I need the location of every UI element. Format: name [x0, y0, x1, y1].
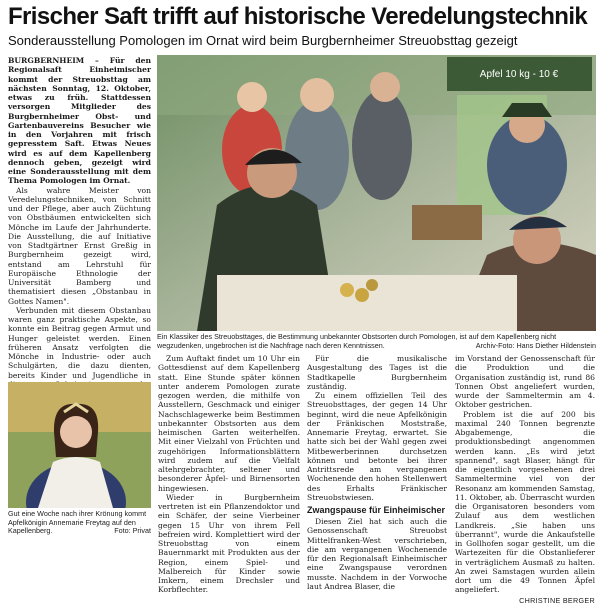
author-byline: CHRISTINE BERGER: [519, 595, 595, 605]
photo-credit: Archiv-Foto: Hans Diether Hildenstein: [475, 340, 596, 350]
section-heading: Zwangspause für Einheimischer: [307, 505, 446, 515]
price-sign-text: Apfel 10 kg - 10 €: [479, 69, 559, 80]
apple-queen-caption: [8, 510, 151, 536]
paragraph: Zum Auftakt findet um 10 Uhr ein Gottesdienst auf dem Kapellenberg statt. Eine Stunde später können unter anderem Pomologen zurate gezogen werden, die mithilfe von Ausstellern, Geschmack und einiger Nachschlagewerke beim Bestimmen unbekannter Obstsorten aus dem heimischen Garten weiterhelfen. Mit einer Vielzahl von Früchten und zugehörigen Informationsblättern wird zudem auf die Vielfalt altehrgebrachter, seltener und besonderer Äpfel- und Birnensorten hingewiesen.: [158, 354, 300, 493]
paragraph: Problem ist die auf 200 bis maximal 240 Tonnen begrenzte Abgabemenge, die produktionsbedingt angenommen werden kann. „Es wird jetzt spannend", sagt Blaser, hängt für die eigentlich vorgesehenen drei Sammeltermine viel von der Resonanz am kommenden Samstag, 11. Oktober, ab. Überrascht wurden die Organisatoren besonders vom Zulauf aus dem westlichen Landkreis. „Sie haben uns überrannt", wurde die Ankaufstelle in Gollhofen sogar gestellt, um die Wartezeiten für die Obstanlieferer in verträglichem Ausmaß zu halten. An zwei Samstagen wurden allein dort um die 49 Tonnen Äpfel angeliefert.: [455, 409, 595, 595]
pomologists-photo-illustration: [157, 55, 596, 331]
caption-text: Ein Klassiker des Streuobsttages, die Bestimmung unbekannter Obstsorten durch Pomologen, ist auf dem Kapellenberg nicht wegzudenken, ungebrochen ist die Nachfrage nach deren Kenntnissen.: [157, 332, 557, 350]
apple-queen-illustration: [8, 382, 151, 508]
caption-text: Gut eine Woche nach ihrer Krönung kommt Apfelkönigin Annemarie Freytag auf den Kapellenberg.: [8, 509, 147, 536]
article-column-4: [455, 354, 595, 605]
paragraph: Für die musikalische Ausgestaltung des Tages ist die Stadtkapelle Burgbernheim zuständig.: [307, 354, 447, 391]
paragraph: Als wahre Meister von Veredelungstechniken, von Schnitt und der Pflege, aber auch Züchtung von Obstbäumen entwickelten sich Mönche im Laufe der Jahrhunderte. Die Ausstellung, die auf Initiative von Stadtgärtner Ernst Greßig in Burgbernheim gezeigt wird, entstand am Lehrstuhl für Europäische Ethnologie der Universität Bamberg und thematisiert diesen „Obstanbau in Gottes Namen".: [8, 185, 151, 306]
apple-queen-photo: [8, 382, 151, 508]
headline: Frischer Saft trifft auf historische Veredelungstechnik: [8, 3, 588, 30]
article-column-3: [307, 354, 447, 591]
paragraph: Diesen Ziel hat sich auch die Genossenschaft Streuobst Mittelfranken-West verschrieben, die am vergangenen Wochenende für den Regionalsaft Einheimischer eine Zwangspause verordnen musste. Nachdem in der Vorwoche laut Andrea Blaser, die: [307, 517, 447, 591]
photo-credit: Foto: Privat: [114, 526, 151, 536]
paragraph: im Vorstand der Genossenschaft für die Produktion und die Organisation zuständig ist, rund 86 Tonnen Obst angeliefert wurden, wurde der Sammeltermin am 4. Oktober gestrichen.: [455, 354, 595, 410]
subheadline: Sonderausstellung Pomologen im Ornat wird beim Burgbernheimer Streuobsttag gezeigt: [8, 33, 518, 48]
paragraph: Verbunden mit diesem Obstanbau waren ganz praktische Aspekte, so konnte ein Beitrag gegen Armut und Hunger geleistet werden. Einen früheren Ansatz verfolgten die Mönche in Industrie- oder auch Schulgärten, die dazu dienten, bereits Kinder und Jugendliche in: [8, 305, 151, 380]
lead-paragraph: BURGBERNHEIM – Für den Regionalsaft Einheimischer kommt der Streuobsttag am nächsten Sonntag, 12. Oktober, etwas zu früh. Stattdessen versorgen Mitglieder des Burgbernheimer Obst- und Gartenbauvereins Besucher wie in den Vorjahren mit frisch gepresstem Saft. Etwas Neues wird es auf dem Kapellenberg dennoch geben, gezeigt wird eine Sonderausstellung mit dem Thema Pomologen im Ornat.: [8, 56, 151, 186]
main-photo: [157, 55, 596, 331]
main-photo-caption: [157, 333, 596, 350]
article-column-2: [158, 354, 300, 595]
paragraph: Zu einem offiziellen Teil des Streuobsttages, der gegen 14 Uhr beginnt, wird die neue Apfelkönigin der Fränkischen Moststraße, Annemarie Freytag, erwartet. Sie hatte sich bei der Wahl gegen zwei Mitbewerberinnen durchsetzen können und betonte bei ihrer Antrittsrede am vergangenen Wochenende den hohen Stellenwert des Erhalts Fränkischer Streuobstwiesen.: [307, 391, 447, 502]
paragraph: Wieder in Burgbernheim vertreten ist ein Pflanzendoktor und ein Schäfer, der seine Vierbeiner gegen 15 Uhr von ihrem Fell befreien wird. Komplettiert wird der Streuobsttag von einem Bauernmarkt mit Produkten aus der Region, einem Spiel- und Malbereich für Kinder sowie Imkern, einem Drechsler und Korbflechter.: [158, 492, 300, 595]
